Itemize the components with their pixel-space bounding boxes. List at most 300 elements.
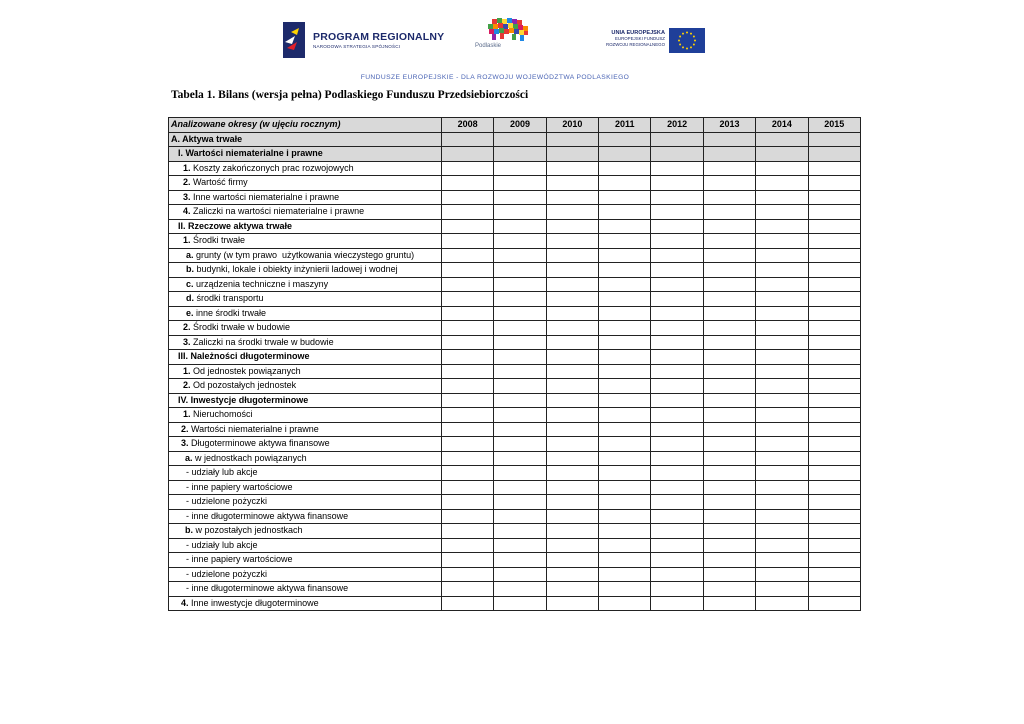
row-text: Środki trwałe [190, 235, 246, 246]
value-cell[interactable] [651, 422, 703, 437]
value-cell[interactable] [651, 234, 703, 249]
value-cell[interactable] [651, 335, 703, 350]
value-cell[interactable] [599, 524, 651, 539]
value-cell[interactable] [494, 350, 546, 365]
value-cell[interactable] [494, 248, 546, 263]
value-cell[interactable] [599, 190, 651, 205]
value-cell[interactable] [808, 393, 860, 408]
value-cell[interactable] [546, 567, 598, 582]
value-cell[interactable] [494, 393, 546, 408]
value-cell[interactable] [441, 480, 493, 495]
value-cell[interactable] [546, 219, 598, 234]
value-cell[interactable] [546, 451, 598, 466]
value-cell[interactable] [756, 350, 808, 365]
value-cell[interactable] [546, 379, 598, 394]
value-cell[interactable] [441, 161, 493, 176]
value-cell[interactable] [703, 321, 755, 336]
value-cell[interactable] [441, 263, 493, 278]
value-cell[interactable] [441, 596, 493, 611]
value-cell[interactable] [756, 292, 808, 307]
value-cell[interactable] [441, 553, 493, 568]
value-cell[interactable] [494, 132, 546, 147]
value-cell[interactable] [494, 277, 546, 292]
value-cell[interactable] [441, 582, 493, 597]
value-cell[interactable] [756, 321, 808, 336]
value-cell[interactable] [703, 408, 755, 423]
value-cell[interactable] [494, 190, 546, 205]
row-label [169, 234, 442, 249]
value-cell[interactable] [546, 335, 598, 350]
value-cell[interactable] [441, 219, 493, 234]
value-cell[interactable] [808, 524, 860, 539]
value-cell[interactable] [808, 538, 860, 553]
value-cell[interactable] [651, 132, 703, 147]
value-cell[interactable] [756, 219, 808, 234]
value-cell[interactable] [441, 466, 493, 481]
table-row [169, 161, 861, 176]
value-cell[interactable] [546, 466, 598, 481]
value-cell[interactable] [808, 306, 860, 321]
value-cell[interactable] [494, 437, 546, 452]
value-cell[interactable] [546, 364, 598, 379]
value-cell[interactable] [441, 393, 493, 408]
table-row [169, 596, 861, 611]
value-cell[interactable] [651, 364, 703, 379]
value-cell[interactable] [756, 553, 808, 568]
value-cell[interactable] [494, 422, 546, 437]
value-cell[interactable] [599, 364, 651, 379]
value-cell[interactable] [441, 321, 493, 336]
value-cell[interactable] [651, 205, 703, 220]
value-cell[interactable] [808, 567, 860, 582]
value-cell[interactable] [703, 176, 755, 191]
value-cell[interactable] [703, 509, 755, 524]
value-cell[interactable] [546, 408, 598, 423]
value-cell[interactable] [703, 451, 755, 466]
table-row [169, 321, 861, 336]
value-cell[interactable] [546, 350, 598, 365]
value-cell[interactable] [703, 364, 755, 379]
value-cell[interactable] [808, 350, 860, 365]
value-cell[interactable] [808, 335, 860, 350]
value-cell[interactable] [441, 408, 493, 423]
value-cell[interactable] [808, 596, 860, 611]
value-cell[interactable] [494, 524, 546, 539]
column-header-periods: Analizowane okresy (w ujęciu rocznym) [169, 118, 442, 133]
value-cell[interactable] [494, 161, 546, 176]
value-cell[interactable] [441, 176, 493, 191]
value-cell[interactable] [651, 582, 703, 597]
value-cell[interactable] [441, 147, 493, 162]
column-header-year: 2014 [756, 118, 808, 133]
value-cell[interactable] [599, 567, 651, 582]
value-cell[interactable] [808, 408, 860, 423]
value-cell[interactable] [703, 582, 755, 597]
table-row [169, 364, 861, 379]
value-cell[interactable] [808, 176, 860, 191]
value-cell[interactable] [651, 321, 703, 336]
value-cell[interactable] [494, 466, 546, 481]
value-cell[interactable] [651, 480, 703, 495]
row-text: urządzenia techniczne i maszyny [193, 278, 329, 289]
row-label [169, 567, 442, 582]
value-cell[interactable] [441, 495, 493, 510]
value-cell[interactable] [703, 466, 755, 481]
value-cell[interactable] [494, 234, 546, 249]
value-cell[interactable] [808, 277, 860, 292]
value-cell[interactable] [651, 350, 703, 365]
value-cell[interactable] [441, 509, 493, 524]
value-cell[interactable] [808, 190, 860, 205]
row-label [169, 509, 442, 524]
value-cell[interactable] [808, 437, 860, 452]
row-marker: 4. [181, 597, 189, 608]
value-cell[interactable] [599, 538, 651, 553]
value-cell[interactable] [599, 205, 651, 220]
value-cell[interactable] [651, 408, 703, 423]
value-cell[interactable] [808, 161, 860, 176]
value-cell[interactable] [441, 567, 493, 582]
value-cell[interactable] [808, 292, 860, 307]
value-cell[interactable] [756, 451, 808, 466]
value-cell[interactable] [808, 422, 860, 437]
value-cell[interactable] [808, 553, 860, 568]
value-cell[interactable] [756, 509, 808, 524]
table-row [169, 437, 861, 452]
value-cell[interactable] [756, 147, 808, 162]
value-cell[interactable] [703, 306, 755, 321]
value-cell[interactable] [494, 553, 546, 568]
value-cell[interactable] [651, 466, 703, 481]
value-cell[interactable] [651, 277, 703, 292]
value-cell[interactable] [599, 161, 651, 176]
row-marker: 1. [183, 365, 191, 376]
value-cell[interactable] [546, 321, 598, 336]
value-cell[interactable] [756, 205, 808, 220]
value-cell[interactable] [546, 582, 598, 597]
value-cell[interactable] [808, 466, 860, 481]
value-cell[interactable] [494, 451, 546, 466]
value-cell[interactable] [494, 538, 546, 553]
value-cell[interactable] [546, 161, 598, 176]
value-cell[interactable] [703, 393, 755, 408]
value-cell[interactable] [808, 263, 860, 278]
value-cell[interactable] [441, 277, 493, 292]
value-cell[interactable] [599, 509, 651, 524]
value-cell[interactable] [546, 292, 598, 307]
value-cell[interactable] [808, 379, 860, 394]
value-cell[interactable] [546, 538, 598, 553]
value-cell[interactable] [546, 147, 598, 162]
value-cell[interactable] [756, 495, 808, 510]
value-cell[interactable] [756, 190, 808, 205]
value-cell[interactable] [441, 205, 493, 220]
value-cell[interactable] [441, 234, 493, 249]
value-cell[interactable] [546, 437, 598, 452]
value-cell[interactable] [494, 379, 546, 394]
value-cell[interactable] [494, 495, 546, 510]
value-cell[interactable] [546, 422, 598, 437]
value-cell[interactable] [703, 263, 755, 278]
value-cell[interactable] [599, 335, 651, 350]
value-cell[interactable] [599, 393, 651, 408]
value-cell[interactable] [599, 306, 651, 321]
value-cell[interactable] [599, 147, 651, 162]
value-cell[interactable] [494, 364, 546, 379]
value-cell[interactable] [599, 596, 651, 611]
value-cell[interactable] [494, 147, 546, 162]
value-cell[interactable] [651, 393, 703, 408]
value-cell[interactable] [599, 451, 651, 466]
value-cell[interactable] [546, 306, 598, 321]
value-cell[interactable] [756, 437, 808, 452]
value-cell[interactable] [651, 538, 703, 553]
value-cell[interactable] [703, 161, 755, 176]
row-text: Inne wartości niematerialne i prawne [190, 191, 340, 202]
value-cell[interactable] [494, 335, 546, 350]
value-cell[interactable] [651, 437, 703, 452]
value-cell[interactable] [599, 176, 651, 191]
value-cell[interactable] [651, 161, 703, 176]
value-cell[interactable] [651, 306, 703, 321]
value-cell[interactable] [756, 335, 808, 350]
value-cell[interactable] [546, 553, 598, 568]
value-cell[interactable] [651, 248, 703, 263]
value-cell[interactable] [703, 335, 755, 350]
row-marker: a. [186, 249, 194, 260]
value-cell[interactable] [651, 147, 703, 162]
row-label [169, 321, 442, 336]
value-cell[interactable] [599, 408, 651, 423]
value-cell[interactable] [651, 176, 703, 191]
value-cell[interactable] [494, 321, 546, 336]
value-cell[interactable] [599, 422, 651, 437]
value-cell[interactable] [494, 480, 546, 495]
value-cell[interactable] [651, 451, 703, 466]
value-cell[interactable] [703, 422, 755, 437]
value-cell[interactable] [441, 451, 493, 466]
value-cell[interactable] [808, 205, 860, 220]
row-label [169, 176, 442, 191]
value-cell[interactable] [756, 582, 808, 597]
value-cell[interactable] [703, 190, 755, 205]
value-cell[interactable] [441, 132, 493, 147]
value-cell[interactable] [703, 205, 755, 220]
value-cell[interactable] [703, 538, 755, 553]
value-cell[interactable] [703, 495, 755, 510]
value-cell[interactable] [808, 132, 860, 147]
value-cell[interactable] [441, 248, 493, 263]
value-cell[interactable] [756, 379, 808, 394]
table-row [169, 582, 861, 597]
value-cell[interactable] [494, 408, 546, 423]
value-cell[interactable] [808, 480, 860, 495]
value-cell[interactable] [703, 147, 755, 162]
value-cell[interactable] [599, 480, 651, 495]
value-cell[interactable] [703, 379, 755, 394]
value-cell[interactable] [703, 553, 755, 568]
value-cell[interactable] [756, 132, 808, 147]
value-cell[interactable] [494, 567, 546, 582]
value-cell[interactable] [756, 466, 808, 481]
value-cell[interactable] [546, 176, 598, 191]
value-cell[interactable] [599, 219, 651, 234]
value-cell[interactable] [494, 582, 546, 597]
value-cell[interactable] [703, 292, 755, 307]
value-cell[interactable] [546, 524, 598, 539]
value-cell[interactable] [756, 480, 808, 495]
table-row [169, 147, 861, 162]
value-cell[interactable] [703, 277, 755, 292]
value-cell[interactable] [651, 524, 703, 539]
value-cell[interactable] [546, 393, 598, 408]
row-label [169, 451, 442, 466]
value-cell[interactable] [808, 248, 860, 263]
value-cell[interactable] [651, 219, 703, 234]
value-cell[interactable] [494, 306, 546, 321]
value-cell[interactable] [546, 480, 598, 495]
value-cell[interactable] [756, 393, 808, 408]
value-cell[interactable] [808, 364, 860, 379]
value-cell[interactable] [651, 263, 703, 278]
value-cell[interactable] [599, 437, 651, 452]
value-cell[interactable] [441, 335, 493, 350]
value-cell[interactable] [494, 263, 546, 278]
row-text: Nieruchomości [190, 409, 253, 420]
value-cell[interactable] [808, 321, 860, 336]
value-cell[interactable] [756, 364, 808, 379]
value-cell[interactable] [441, 524, 493, 539]
value-cell[interactable] [651, 495, 703, 510]
value-cell[interactable] [599, 248, 651, 263]
value-cell[interactable] [599, 132, 651, 147]
value-cell[interactable] [703, 132, 755, 147]
value-cell[interactable] [808, 582, 860, 597]
value-cell[interactable] [546, 190, 598, 205]
value-cell[interactable] [441, 422, 493, 437]
value-cell[interactable] [756, 567, 808, 582]
value-cell[interactable] [703, 480, 755, 495]
value-cell[interactable] [599, 321, 651, 336]
value-cell[interactable] [756, 408, 808, 423]
value-cell[interactable] [546, 205, 598, 220]
value-cell[interactable] [441, 437, 493, 452]
value-cell[interactable] [703, 596, 755, 611]
value-cell[interactable] [756, 263, 808, 278]
value-cell[interactable] [441, 292, 493, 307]
value-cell[interactable] [441, 306, 493, 321]
value-cell[interactable] [756, 538, 808, 553]
table-row [169, 219, 861, 234]
value-cell[interactable] [599, 466, 651, 481]
value-cell[interactable] [546, 495, 598, 510]
value-cell[interactable] [599, 234, 651, 249]
value-cell[interactable] [756, 524, 808, 539]
value-cell[interactable] [756, 234, 808, 249]
value-cell[interactable] [599, 582, 651, 597]
value-cell[interactable] [808, 147, 860, 162]
value-cell[interactable] [756, 596, 808, 611]
funds-slogan: FUNDUSZE EUROPEJSKIE - DLA ROZWOJU WOJEWÓDZTWA PODLASKIEGO [360, 74, 630, 81]
row-text: Długoterminowe aktywa finansowe [188, 438, 330, 449]
value-cell[interactable] [703, 219, 755, 234]
value-cell[interactable] [494, 596, 546, 611]
value-cell[interactable] [808, 234, 860, 249]
value-cell[interactable] [546, 263, 598, 278]
value-cell[interactable] [651, 567, 703, 582]
value-cell[interactable] [756, 248, 808, 263]
value-cell[interactable] [756, 176, 808, 191]
value-cell[interactable] [703, 567, 755, 582]
value-cell[interactable] [651, 379, 703, 394]
value-cell[interactable] [546, 509, 598, 524]
value-cell[interactable] [546, 234, 598, 249]
row-label [169, 248, 442, 263]
row-label [169, 596, 442, 611]
row-label [169, 582, 442, 597]
value-cell[interactable] [599, 379, 651, 394]
column-header-year: 2009 [494, 118, 546, 133]
value-cell[interactable] [599, 350, 651, 365]
row-marker: 2. [181, 423, 189, 434]
value-cell[interactable] [441, 364, 493, 379]
value-cell[interactable] [494, 205, 546, 220]
value-cell[interactable] [651, 509, 703, 524]
value-cell[interactable] [599, 553, 651, 568]
value-cell[interactable] [808, 509, 860, 524]
value-cell[interactable] [651, 190, 703, 205]
value-cell[interactable] [703, 350, 755, 365]
value-cell[interactable] [756, 422, 808, 437]
value-cell[interactable] [703, 524, 755, 539]
value-cell[interactable] [599, 277, 651, 292]
value-cell[interactable] [808, 451, 860, 466]
value-cell[interactable] [441, 190, 493, 205]
value-cell[interactable] [546, 596, 598, 611]
row-marker: 3. [181, 438, 189, 449]
value-cell[interactable] [494, 219, 546, 234]
value-cell[interactable] [651, 292, 703, 307]
value-cell[interactable] [651, 553, 703, 568]
table-row [169, 248, 861, 263]
value-cell[interactable] [441, 350, 493, 365]
value-cell[interactable] [756, 277, 808, 292]
value-cell[interactable] [546, 248, 598, 263]
value-cell[interactable] [494, 176, 546, 191]
value-cell[interactable] [756, 161, 808, 176]
value-cell[interactable] [494, 509, 546, 524]
value-cell[interactable] [756, 306, 808, 321]
value-cell[interactable] [599, 495, 651, 510]
value-cell[interactable] [599, 263, 651, 278]
value-cell[interactable] [808, 495, 860, 510]
value-cell[interactable] [494, 292, 546, 307]
value-cell[interactable] [703, 248, 755, 263]
value-cell[interactable] [441, 538, 493, 553]
row-text: - inne papiery wartościowe [186, 481, 293, 492]
value-cell[interactable] [441, 379, 493, 394]
value-cell[interactable] [651, 596, 703, 611]
value-cell[interactable] [703, 234, 755, 249]
value-cell[interactable] [703, 437, 755, 452]
row-marker: 2. [183, 177, 191, 188]
value-cell[interactable] [546, 132, 598, 147]
value-cell[interactable] [808, 219, 860, 234]
row-marker: a. [185, 452, 193, 463]
value-cell[interactable] [599, 292, 651, 307]
eu-logo-text [606, 30, 665, 48]
value-cell[interactable] [546, 277, 598, 292]
